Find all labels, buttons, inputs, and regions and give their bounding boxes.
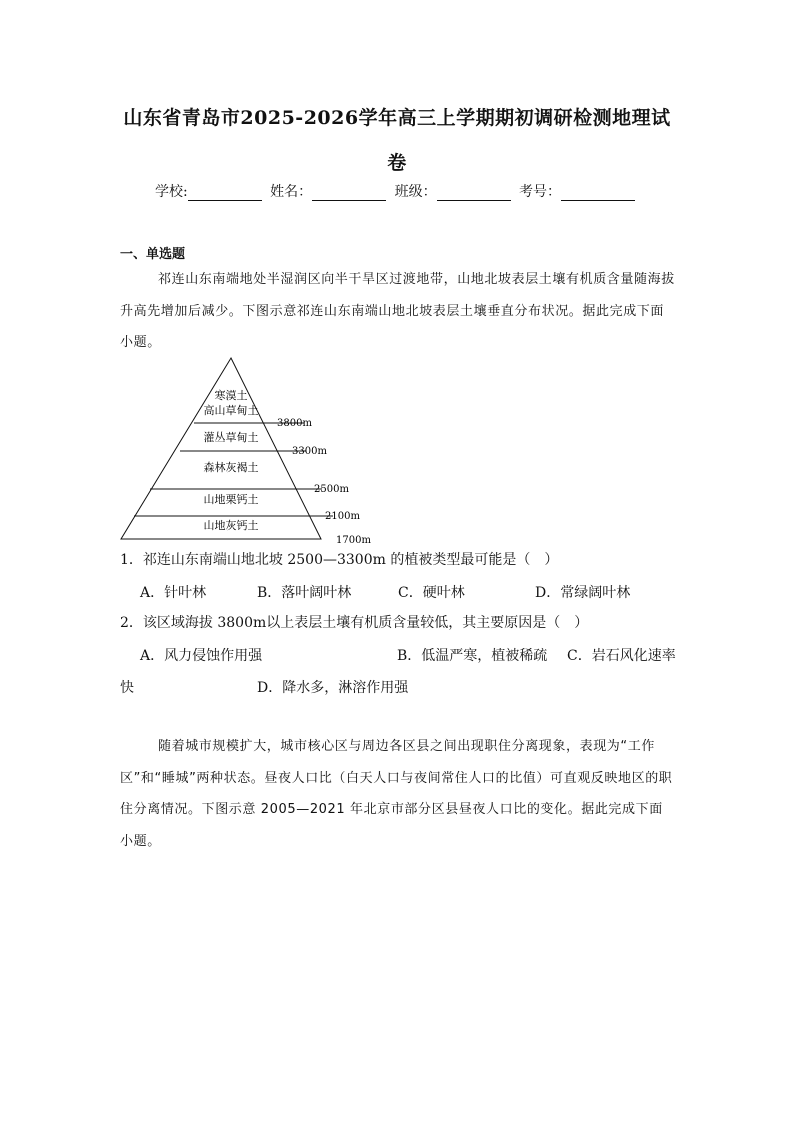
class-label: 班级： — [394, 184, 437, 200]
class-blank — [437, 186, 511, 201]
page-title-continued: 卷 — [387, 152, 407, 174]
layer-label: 山地灰钙土 — [203, 519, 259, 532]
school-label: 学校: — [154, 184, 188, 200]
layer-label: 灌丛草甸土 — [203, 431, 259, 444]
elevation-label: 2500m — [314, 484, 349, 495]
section-heading: 一、单选题 — [120, 247, 186, 262]
student-info-line — [0, 181, 794, 201]
layer-label: 寒漠土 — [214, 389, 248, 402]
question-2-stem: 2．该区域海拔 3800m以上表层土壤有机质含量较低，其主要原因是（ ） — [120, 615, 589, 631]
q1-option-b: B．落叶阔叶林 — [257, 585, 352, 601]
layer-label: 高山草甸土 — [203, 404, 259, 417]
q1-option-c: C．硬叶林 — [398, 585, 465, 601]
elevation-label: 2100m — [325, 511, 360, 522]
passage-2: 随着城市规模扩大，城市核心区与周边各区县之间出现职住分离现象，表现为“工作区”和“睡城”两种状态。昼夜人口比（白天人口与夜间常住人口的比值）可直观反映地区的职住分离情况。下图示意 2005—2021 年北京市部分区县昼夜人口比的变化。据此完成下面小题。 — [120, 739, 673, 849]
name-label: 姓名： — [270, 184, 313, 200]
question-1-stem: 1．祁连山东南端山地北坡 2500—3300m 的植被类型最可能是（ ） — [120, 552, 559, 568]
elevation-label: 3300m — [292, 446, 327, 457]
exam-number-label: 考号： — [519, 184, 562, 200]
q2-option-c-continued: 快 — [120, 680, 134, 696]
name-blank — [312, 186, 386, 201]
elevation-label: 3800m — [277, 418, 312, 429]
school-blank — [188, 186, 262, 201]
q2-option-d: D．降水多，淋溶作用强 — [257, 680, 409, 696]
q2-option-c: C．岩石风化速率 — [567, 648, 676, 664]
q1-option-d: D．常绿阔叶林 — [535, 585, 631, 601]
layer-label: 森林灰褐土 — [203, 461, 259, 474]
soil-vertical-distribution-diagram — [118, 355, 378, 545]
q2-option-a: A．风力侵蚀作用强 — [140, 648, 263, 664]
elevation-label: 1700m — [336, 535, 371, 545]
passage-1: 祁连山东南端地处半湿润区向半干旱区过渡地带，山地北坡表层土壤有机质含量随海拔升高先增加后减少。下图示意祁连山东南端山地北坡表层土壤垂直分布状况。据此完成下面小题。 — [120, 272, 675, 350]
exam-number-blank — [561, 186, 635, 201]
q2-option-b: B．低温严寒，植被稀疏 — [397, 648, 548, 664]
q1-option-a: A．针叶林 — [140, 585, 207, 601]
layer-label: 山地栗钙土 — [203, 493, 259, 506]
page-title: 山东省青岛市2025-2026学年高三上学期期初调研检测地理试 — [123, 107, 671, 129]
